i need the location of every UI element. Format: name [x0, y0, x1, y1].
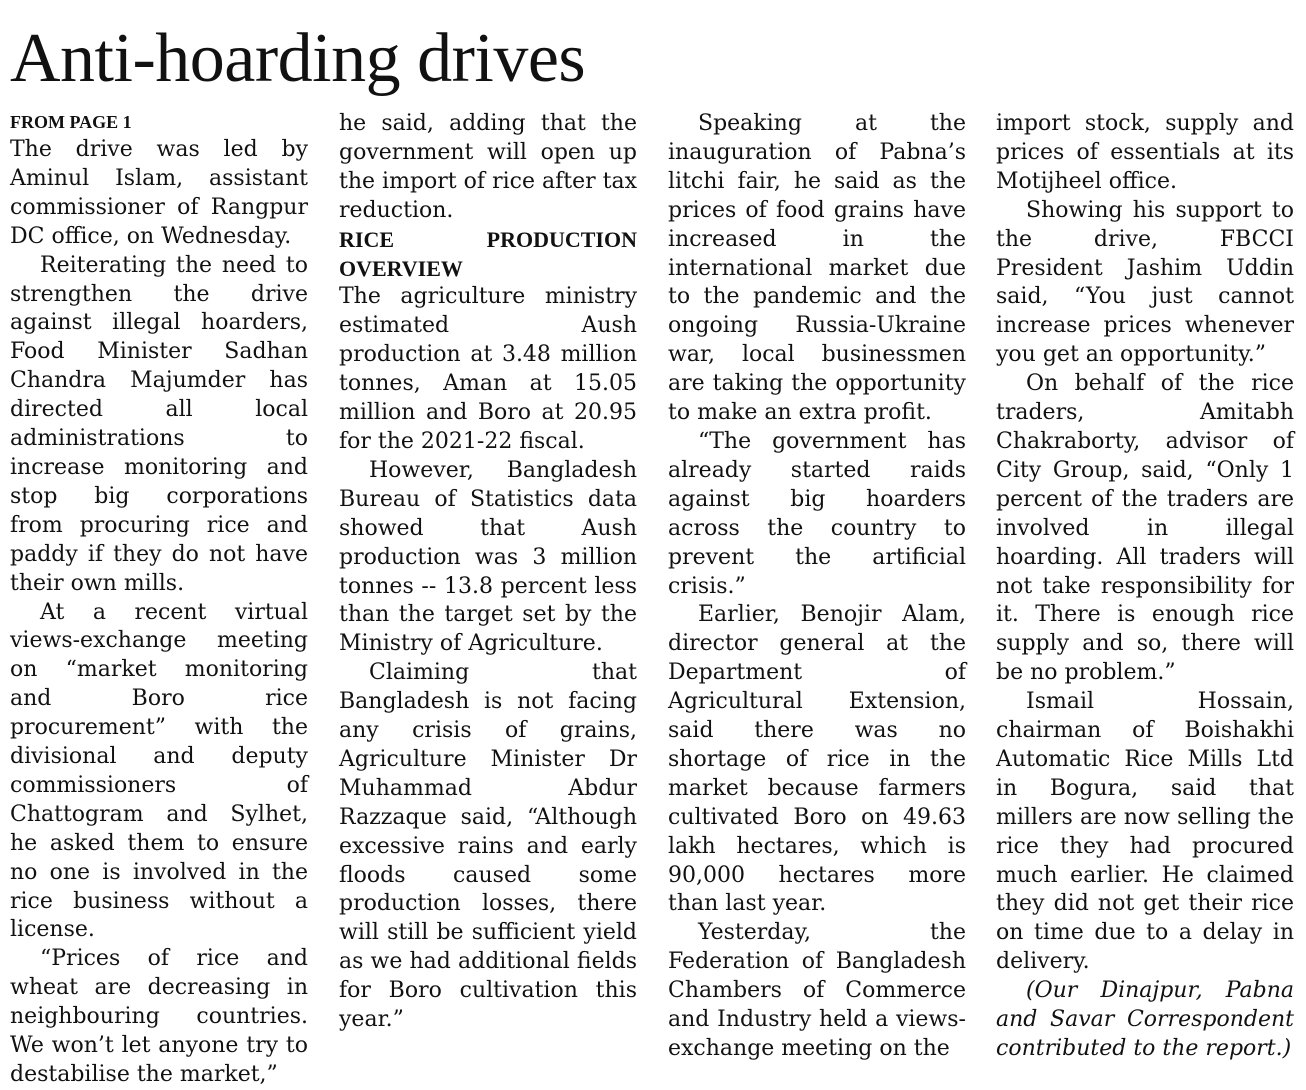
paragraph: The agriculture ministry estimated Aush production at 3.48 million tonnes, Aman at 15.05 million and Boro at 20.95 for the 2021-22 fiscal. [339, 284, 637, 454]
paragraph: At a recent virtual views-exchange meeting on “market monitoring and Boro rice procurement” with the divisional and deputy commissioners of Chattogram and Sylhet, he asked them to ensure no one is involved in the rice business without a license. [10, 599, 308, 943]
subhead-line: OVERVIEW [339, 255, 463, 281]
paragraph-continued: he said, adding that the government will open up the import of rice after tax reduction. [339, 111, 637, 223]
headline: Anti-hoarding drives [10, 20, 586, 97]
paragraph: However, Bangladesh Bureau of Statistics data showed that Aush production was 3 million tonnes -- 13.8 percent less than the target set by the Ministry of Agriculture. [339, 457, 637, 657]
column-2 [339, 110, 637, 1035]
paragraph-continued: import stock, supply and prices of essentials at its Motijheel office. [996, 111, 1294, 194]
paragraph: Reiterating the need to strengthen the drive against illegal hoarders, Food Minister Sadhan Chandra Majumder has directed all local administrations to increase monitoring and stop big corporations from procuring rice and paddy if they do not have their own mills. [10, 252, 308, 596]
column-4 [996, 110, 1294, 1064]
section-subhead [339, 226, 637, 284]
paragraph: The drive was led by Aminul Islam, assistant commissioner of Rangpur DC office, on Wednesday. [10, 137, 308, 249]
paragraph: Earlier, Benojir Alam, director general at the Department of Agricultural Extension, said there was no shortage of rice in the market because farmers cultivated Boro on 49.63 lakh hectares, which is 90,000 hectares more than last year. [668, 602, 966, 917]
paragraph: Yesterday, the Federation of Bangladesh Chambers of Commerce and Industry held a views-exchange meeting on the [668, 920, 966, 1061]
from-page-kicker: FROM PAGE 1 [10, 112, 132, 132]
column-3 [668, 110, 966, 1064]
paragraph: On behalf of the rice traders, Amitabh Chakraborty, advisor of City Group, said, “Only 1 percent of the traders are involved in illegal hoarding. All traders will not take responsibility for it. There is enough rice supply and so, there will be no problem.” [996, 371, 1294, 686]
paragraph: “Prices of rice and wheat are decreasing in neighbouring countries. We won’t let anyone try to destabilise the market,” [10, 946, 308, 1087]
correspondent-credit: (Our Dinajpur, Pabna and Savar Correspondent contributed to the report.) [996, 978, 1294, 1061]
paragraph: Speaking at the inauguration of Pabna’s litchi fair, he said as the prices of food grains have increased in the international market due to the pandemic and the ongoing Russia-Ukraine war, local businessmen are taking the opportunity to make an extra profit. [668, 111, 966, 426]
subhead-line: RICE PRODUCTION [339, 226, 637, 252]
column-1 [10, 110, 308, 1090]
paragraph: Showing his support to the drive, FBCCI President Jashim Uddin said, “You just cannot increase prices whenever you get an opportunity.” [996, 197, 1294, 368]
paragraph: Claiming that Bangladesh is not facing any crisis of grains, Agriculture Minister Dr Muhammad Abdur Razzaque said, “Although excessive rains and early floods caused some production losses, there will still be sufficient yield as we had additional fields for Boro cultivation this year.” [339, 660, 637, 1033]
paragraph: Ismail Hossain, chairman of Boishakhi Automatic Rice Mills Ltd in Bogura, said that millers are now selling the rice they had procured much earlier. He claimed they did not get their rice on time due to a delay in delivery. [996, 689, 1294, 975]
paragraph: “The government has already started raids against big hoarders across the country to prevent the artificial crisis.” [668, 428, 966, 599]
